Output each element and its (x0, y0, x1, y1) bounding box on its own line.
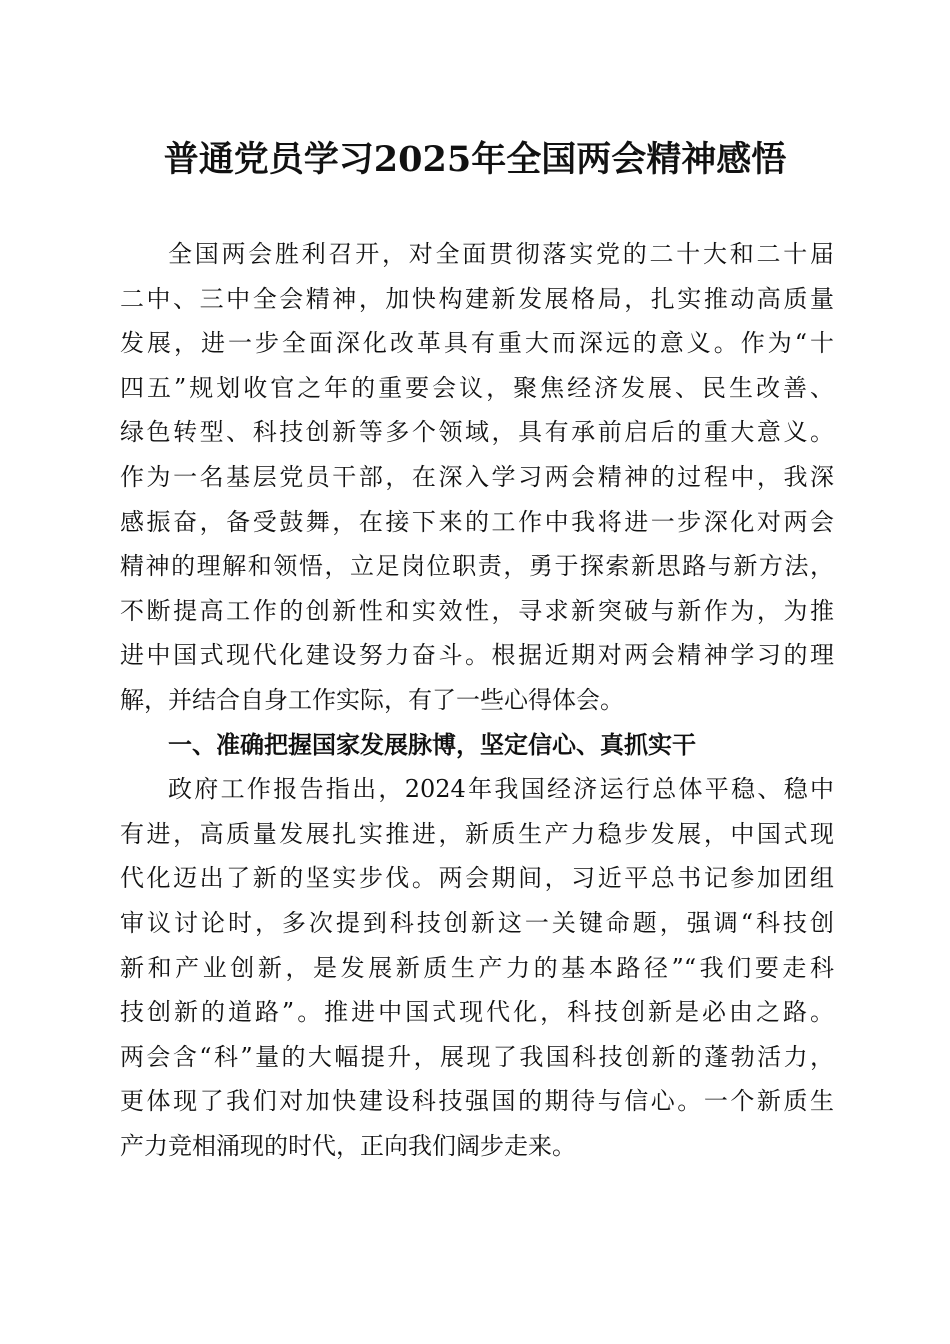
paragraph-line: 政府工作报告指出，2024年我国经济运行总体平稳、稳中 (168, 775, 834, 804)
paragraph-line: 进中国式现代化建设努力奋斗。根据近期对两会精神学习的理 (120, 641, 834, 670)
paragraph-line: 技创新的道路”。推进中国式现代化，科技创新是必由之路。 (120, 998, 834, 1027)
document-body (120, 232, 834, 1168)
paragraph-line: 解，并结合自身工作实际，有了一些心得体会。 (120, 685, 624, 714)
paragraph-2 (120, 767, 834, 1168)
paragraph-line: 审议讨论时，多次提到科技创新这一关键命题，强调“科技创 (120, 908, 834, 937)
section-heading-1: 一、准确把握国家发展脉博，坚定信心、真抓实干 (168, 730, 696, 759)
paragraph-line: 更体现了我们对加快建设科技强国的期待与信心。一个新质生 (120, 1087, 834, 1116)
paragraph-line: 全国两会胜利召开，对全面贯彻落实党的二十大和二十届 (168, 240, 834, 268)
paragraph-line: 二中、三中全会精神，加快构建新发展格局，扎实推动高质量 (120, 284, 834, 313)
paragraph-line: 两会含“科”量的大幅提升，展现了我国科技创新的蓬勃活力， (120, 1042, 834, 1071)
paragraph-line: 产力竞相涌现的时代，正向我们阔步走来。 (120, 1131, 576, 1160)
paragraph-line: 感振奋，备受鼓舞，在接下来的工作中我将进一步深化对两会 (120, 507, 834, 536)
paragraph-line: 不断提高工作的创新性和实效性，寻求新突破与新作为，为推 (120, 596, 834, 625)
paragraph-line: 代化迈出了新的坚实步伐。两会期间，习近平总书记参加团组 (120, 864, 834, 893)
paragraph-1 (120, 232, 834, 723)
paragraph-line: 有进，高质量发展扎实推进，新质生产力稳步发展，中国式现 (120, 819, 834, 848)
paragraph-line: 精神的理解和领悟，立足岗位职责，勇于探索新思路与新方法， (120, 552, 834, 581)
paragraph-line: 作为一名基层党员干部，在深入学习两会精神的过程中，我深 (120, 462, 834, 491)
paragraph-line: 绿色转型、科技创新等多个领域，具有承前启后的重大意义。 (120, 418, 834, 447)
paragraph-line: 新和产业创新，是发展新质生产力的基本路径”“我们要走科 (120, 953, 834, 982)
paragraph-line: 发展，进一步全面深化改革具有重大而深远的意义。作为“十 (120, 329, 834, 358)
paragraph-line: 四五”规划收官之年的重要会议，聚焦经济发展、民生改善、 (120, 373, 834, 402)
document-title: 普通党员学习2025年全国两会精神感悟 (163, 139, 787, 180)
